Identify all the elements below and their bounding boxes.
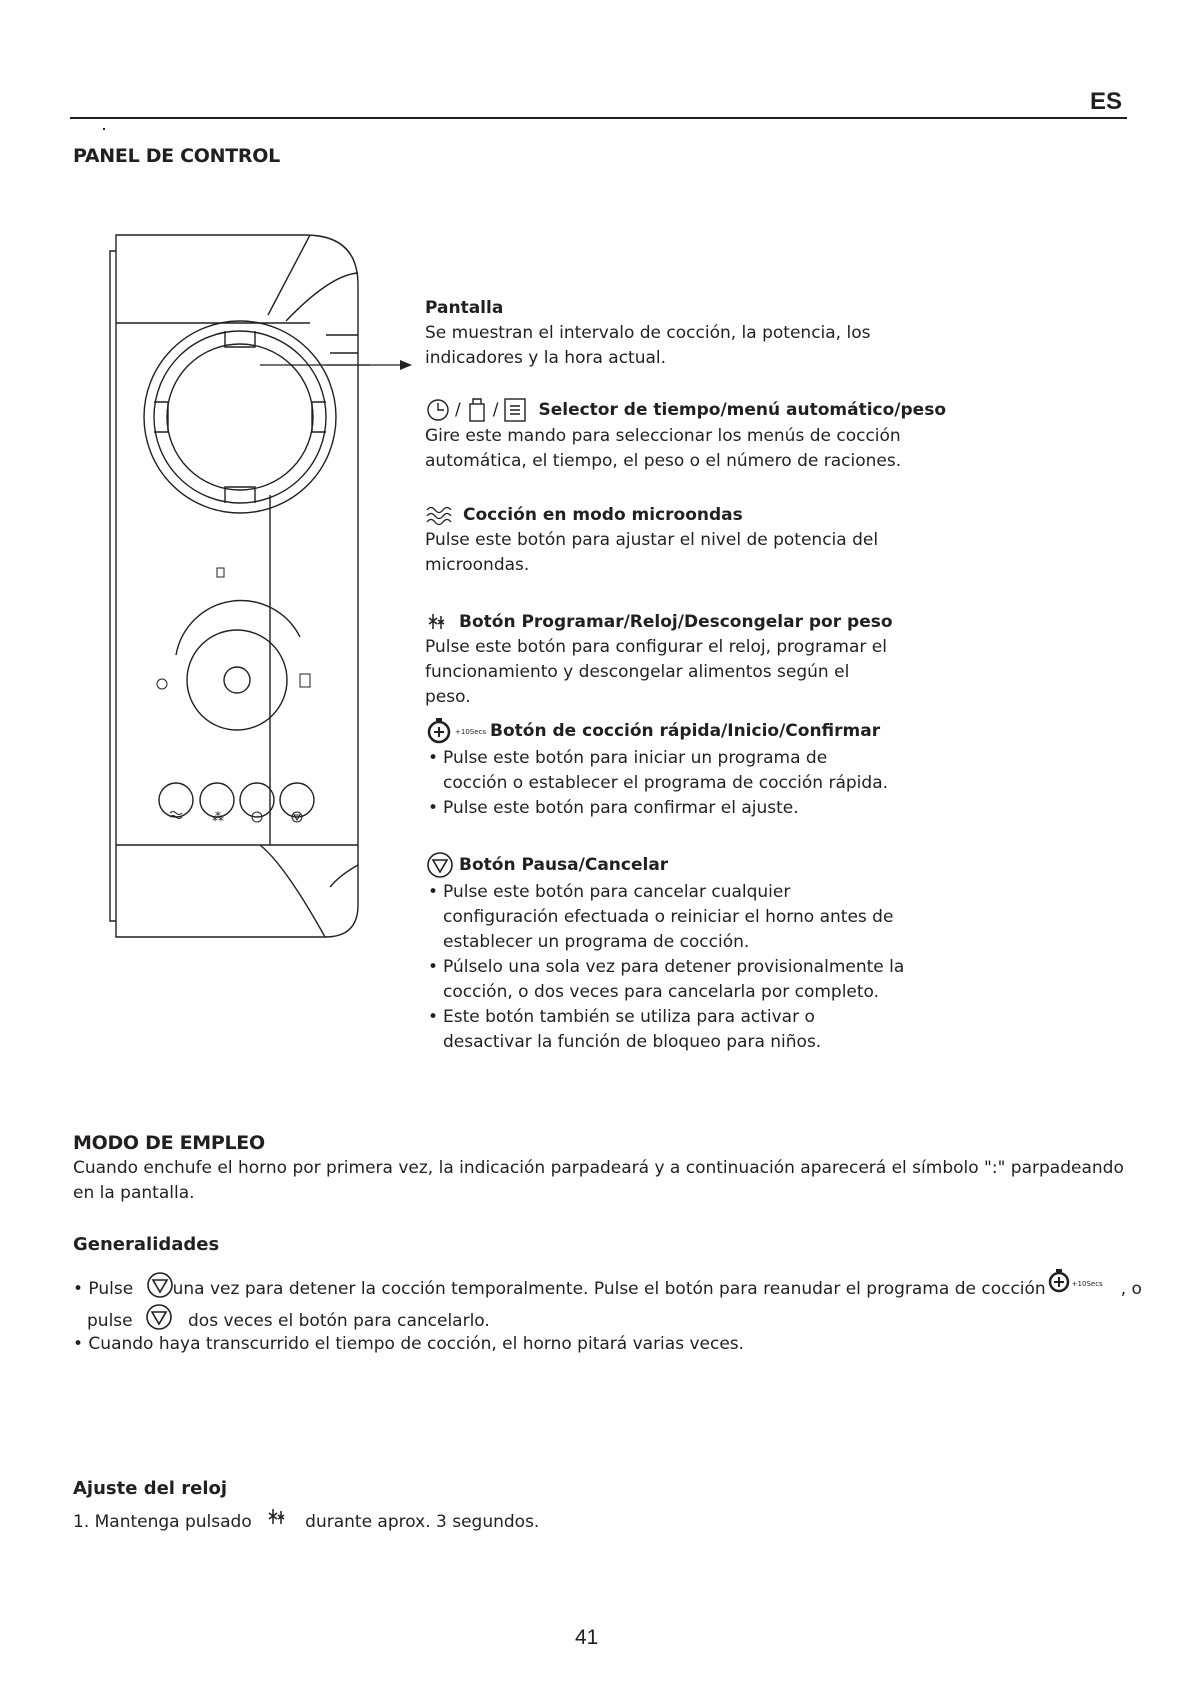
section-microondas	[425, 502, 985, 578]
bullet-item: • Este botón también se utiliza para activar o desactivar la función de bloqueo para niños.	[425, 1005, 905, 1055]
section-body: Gire este mando para seleccionar los menús de cocción automática, el tiempo, el peso o el número de raciones.	[425, 426, 902, 471]
control-panel-diagram	[100, 225, 370, 945]
display-pointer-arrow	[260, 356, 420, 376]
text-segment: • Pulse	[73, 1279, 134, 1299]
general-heading: Generalidades	[73, 1234, 220, 1255]
section-selector	[425, 396, 985, 474]
defrost-icon	[425, 611, 451, 635]
start-icon	[425, 716, 455, 746]
svg-text:⁂: ⁂	[212, 810, 224, 824]
bullet-item: • Púlselo una sola vez para detener provisionalmente la cocción, o dos veces para cancelarla por completo.	[425, 955, 905, 1005]
clock-line-1	[73, 1506, 539, 1535]
clock-heading: Ajuste del reloj	[73, 1478, 228, 1499]
defrost-icon	[265, 1506, 291, 1530]
auto-menu-icon	[465, 396, 489, 424]
general-line-2	[87, 1302, 490, 1334]
text-segment: durante aprox. 3 segundos.	[305, 1512, 540, 1532]
section-bullets	[425, 746, 895, 821]
bullet-item: • Pulse este botón para cancelar cualquier configuración efectuada o reiniciar el horno antes de establecer un programa de cocción.	[425, 880, 905, 955]
section-body: Pulse este botón para configurar el reloj, programar el funcionamiento y descongelar alimentos según el peso.	[425, 637, 887, 707]
icon-separator: /	[492, 399, 499, 420]
stop-icon	[144, 1302, 174, 1332]
language-label: ES	[1090, 88, 1123, 115]
section-coccion-rapida	[425, 716, 985, 821]
section-body: Pulse este botón para ajustar el nivel de potencia del microondas.	[425, 530, 879, 575]
start-icon	[1046, 1266, 1072, 1296]
weight-icon	[502, 396, 528, 424]
section-title: Cocción en modo microondas	[463, 504, 743, 525]
plus-label: +10Secs	[1071, 1280, 1103, 1288]
section-bullets	[425, 880, 905, 1055]
section-title: Botón Programar/Reloj/Descongelar por peso	[459, 612, 893, 632]
text-segment: dos veces el botón para cancelarlo.	[188, 1311, 490, 1331]
stop-icon	[145, 1270, 175, 1300]
usage-intro: Cuando enchufe el horno por primera vez, la indicación parpadeará y a continuación aparecerá el símbolo ":" parpadeando en la pantalla.	[73, 1158, 1124, 1203]
section-title: Botón Pausa/Cancelar	[459, 854, 669, 875]
text-segment: , o	[1120, 1279, 1142, 1299]
section-pausa	[425, 850, 985, 1055]
general-line-1	[73, 1266, 1142, 1302]
section-programar	[425, 610, 985, 710]
general-line-3: • Cuando haya transcurrido el tiempo de cocción, el horno pitará varias veces.	[73, 1334, 745, 1354]
microwave-wave-icon	[425, 502, 459, 528]
section-pantalla	[425, 296, 985, 371]
section-title: Botón de cocción rápida/Inicio/Confirmar	[490, 720, 881, 741]
clock-icon	[425, 397, 451, 423]
stray-dot	[103, 128, 105, 130]
page-number: 41	[575, 1626, 599, 1649]
header-rule	[70, 117, 1127, 119]
text-segment: una vez para detener la cocción temporalmente. Pulse el botón para reanudar el programa de cocción	[172, 1279, 1046, 1299]
section-title: Pantalla	[425, 298, 504, 318]
text-segment: pulse	[87, 1311, 133, 1331]
bullet-item: • Pulse este botón para confirmar el ajuste.	[425, 796, 895, 821]
section-title: Selector de tiempo/menú automático/peso	[538, 399, 947, 420]
text-segment: 1. Mantenga pulsado	[73, 1512, 252, 1532]
stop-icon	[425, 850, 455, 880]
panel-heading: PANEL DE CONTROL	[73, 145, 280, 167]
bullet-item: • Pulse este botón para iniciar un programa de cocción o establecer el programa de cocción rápida.	[425, 746, 895, 796]
usage-heading: MODO DE EMPLEO	[73, 1132, 265, 1154]
icon-separator: /	[455, 399, 461, 420]
plus-label: +10Secs	[455, 728, 487, 736]
section-body: Se muestran el intervalo de cocción, la potencia, los indicadores y la hora actual.	[425, 323, 871, 368]
